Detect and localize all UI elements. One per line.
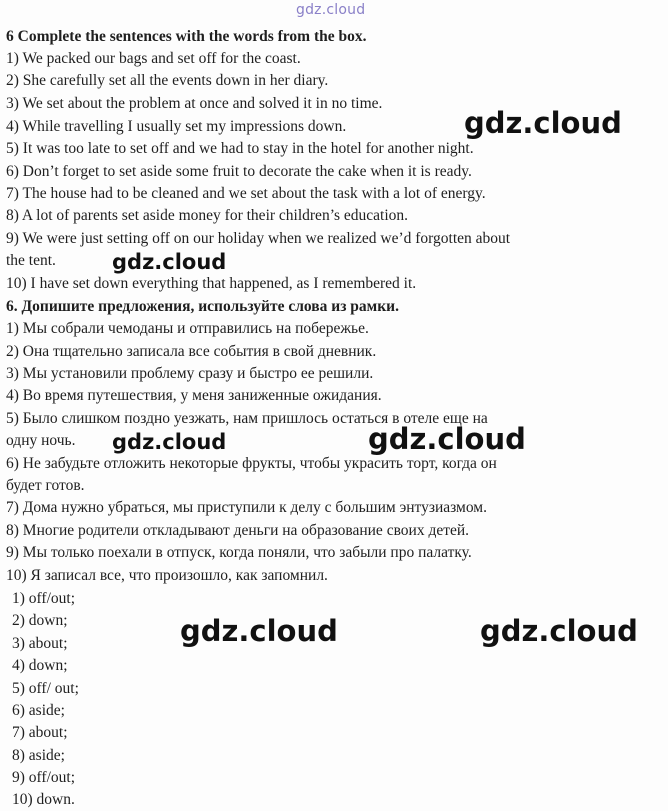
- russian-sentence: одну ночь.: [6, 432, 76, 449]
- answer-item: 2) down;: [12, 612, 68, 629]
- english-sentence: 5) It was too late to set off and we had to stay in the hotel for another night.: [6, 140, 474, 157]
- answer-item: 3) about;: [12, 635, 68, 652]
- russian-sentence: 5) Было слишком поздно уезжать, нам пришлось остаться в отеле еще на: [6, 410, 488, 427]
- watermark: gdz.cloud: [180, 614, 338, 648]
- watermark: gdz.cloud: [368, 422, 526, 456]
- english-sentence: 10) I have set down everything that happened, as I remembered it.: [6, 275, 417, 292]
- english-sentence: 9) We were just setting off on our holiday when we realized we’d forgotten about: [6, 230, 511, 247]
- answer-item: 9) off/out;: [12, 769, 75, 786]
- answer-item: 4) down;: [12, 657, 68, 674]
- watermark-top: gdz.cloud: [296, 2, 366, 18]
- russian-sentence: 7) Дома нужно убраться, мы приступили к делу с большим энтузиазмом.: [6, 499, 487, 516]
- english-sentence: 7) The house had to be cleaned and we set about the task with a lot of energy.: [6, 185, 486, 202]
- russian-sentence: 2) Она тщательно записала все события в свой дневник.: [6, 343, 377, 360]
- answer-item: 1) off/out;: [12, 590, 75, 607]
- russian-sentence: 8) Многие родители откладывают деньги на образование своих детей.: [6, 522, 470, 539]
- english-sentence: the tent.: [6, 252, 56, 269]
- english-sentence: 6) Don’t forget to set aside some fruit to decorate the cake when it is ready.: [6, 163, 472, 180]
- english-sentence: 1) We packed our bags and set off for the coast.: [6, 50, 301, 67]
- russian-sentence: 1) Мы собрали чемоданы и отправились на побережье.: [6, 320, 369, 337]
- english-sentence: 2) She carefully set all the events down in her diary.: [6, 72, 329, 89]
- english-sentence: 4) While travelling I usually set my impressions down.: [6, 118, 347, 135]
- answer-item: 7) about;: [12, 724, 68, 741]
- watermark: gdz.cloud: [112, 430, 227, 454]
- english-heading: 6 Complete the sentences with the words from the box.: [6, 28, 367, 45]
- answer-item: 10) down.: [12, 791, 75, 808]
- russian-sentence: 3) Мы установили проблему сразу и быстро ее решили.: [6, 365, 374, 382]
- watermark: gdz.cloud: [112, 250, 227, 274]
- russian-sentence: 9) Мы только поехали в отпуск, когда поняли, что забыли про палатку.: [6, 544, 472, 561]
- russian-sentence: будет готов.: [6, 477, 85, 494]
- answer-item: 8) aside;: [12, 747, 65, 764]
- watermark: gdz.cloud: [464, 106, 622, 140]
- english-sentence: 3) We set about the problem at once and solved it in no time.: [6, 95, 383, 112]
- russian-sentence: 6) Не забудьте отложить некоторые фрукты, чтобы украсить торт, когда он: [6, 455, 497, 472]
- russian-sentence: 10) Я записал все, что произошло, как запомнил.: [6, 567, 328, 584]
- answer-item: 6) aside;: [12, 702, 65, 719]
- russian-sentence: 4) Во время путешествия, у меня заниженные ожидания.: [6, 387, 382, 404]
- english-sentence: 8) A lot of parents set aside money for their children’s education.: [6, 207, 409, 224]
- watermark: gdz.cloud: [480, 614, 638, 648]
- russian-heading: 6. Допишите предложения, используйте слова из рамки.: [6, 298, 399, 315]
- answer-item: 5) off/ out;: [12, 680, 79, 697]
